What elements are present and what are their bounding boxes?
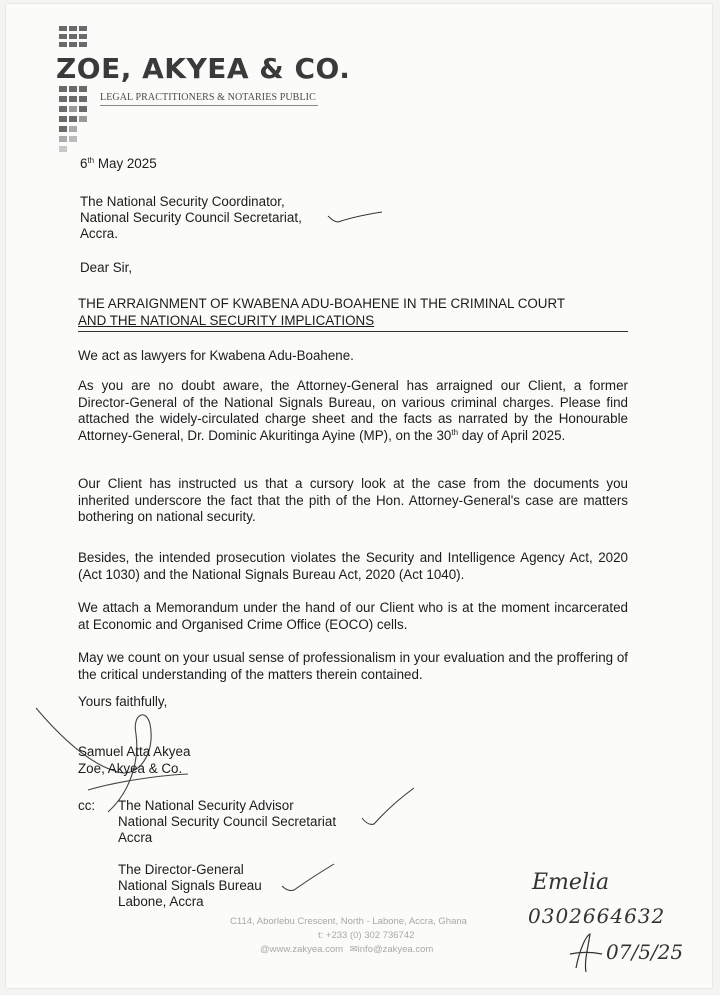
subject-line-1: THE ARRAIGNMENT OF KWABENA ADU-BOAHENE IN THE CRIMINAL COURT	[78, 296, 566, 311]
tick-mark-icon	[326, 210, 386, 226]
handwritten-date: 07/5/25	[606, 940, 684, 964]
closing: Yours faithfully,	[78, 694, 168, 709]
footer-web: www.zakyea.com	[269, 944, 344, 955]
paragraph-3: Our Client has instructed us that a cursory look at the case from the documents you inherited underscore the fact that the pith of the Hon. Attorney-General's case are matters bothering on national security.	[78, 476, 628, 525]
paragraph-2	[78, 378, 628, 444]
initials-icon	[566, 928, 606, 978]
subject-line-2: AND THE NATIONAL SECURITY IMPLICATIONS	[78, 312, 375, 328]
recipient-line-3: Accra.	[80, 226, 118, 241]
date-month-year: May 2025	[94, 156, 157, 171]
recipient-line-2: National Security Council Secretariat,	[80, 210, 302, 225]
letter-date	[80, 156, 157, 173]
handwritten-phone: 0302664632	[528, 904, 666, 928]
footer-address: C114, Aborlebu Crescent, North - Labone, Accra, Ghana	[230, 916, 467, 927]
footer-phone: t: +233 (0) 302 736742	[318, 930, 415, 941]
subject-underline	[78, 331, 628, 332]
signatory-firm: Zoe, Akyea & Co.	[78, 761, 183, 776]
date-suffix: th	[87, 156, 95, 165]
paragraph-2-text: As you are no doubt aware, the Attorney-General has arraigned our Client, a former Director-General of the National Signals Bureau, on various criminal charges. Please find attached the widely-circulated charge sheet and the facts as narrated by the Honourable Attorney-General, Dr. Dominic Akuritinga Ayine (MP), on the 30	[78, 378, 628, 443]
paragraph-5: We attach a Memorandum under the hand of our Client who is at the moment incarcerated at Economic and Organised Crime Office (EOCO) cells.	[78, 600, 628, 632]
paragraph-6: May we count on your usual sense of professionalism in your evaluation and the proffering of the critical understanding of the matters therein contained.	[78, 650, 628, 682]
cc-recipient-1-line-2: National Security Council Secretariat	[118, 814, 337, 829]
salutation: Dear Sir,	[80, 260, 133, 275]
handwritten-name: Emelia	[532, 870, 610, 895]
cc-recipient-2-line-3: Labone, Accra	[118, 894, 204, 909]
paragraph-2-sup: th	[451, 427, 459, 437]
email-icon: ✉	[349, 944, 358, 955]
cc-recipient-2-line-1: The Director-General	[118, 862, 244, 877]
cc-recipient-1-line-3: Accra	[118, 830, 153, 845]
paragraph-4: Besides, the intended prosecution violates the Security and Intelligence Agency Act, 2020 (Act 1030) and the National Signals Bureau Act, 2020 (Act 1040).	[78, 550, 628, 582]
footer-email: info@zakyea.com	[357, 944, 434, 955]
paragraph-1: We act as lawyers for Kwabena Adu-Boahene.	[78, 348, 354, 363]
recipient-line-1: The National Security Coordinator,	[80, 194, 285, 209]
tick-mark-icon	[280, 860, 340, 900]
web-icon: @	[260, 944, 270, 955]
tick-mark-icon	[358, 784, 418, 834]
paragraph-2-end: day of April 2025.	[458, 427, 566, 443]
letter-page	[6, 4, 712, 988]
firm-logo-icon	[53, 26, 93, 166]
firm-name: ZOE, AKYEA & CO.	[56, 52, 351, 85]
cc-label: cc:	[78, 798, 96, 813]
date-day: 6	[80, 156, 88, 171]
cc-recipient-1-line-1: The National Security Advisor	[118, 798, 294, 813]
signatory-name: Samuel Atta Akyea	[78, 744, 191, 759]
cc-recipient-2-line-2: National Signals Bureau	[118, 878, 262, 893]
subject-heading	[78, 296, 634, 329]
firm-tagline: LEGAL PRACTITIONERS & NOTARIES PUBLIC	[100, 92, 318, 106]
